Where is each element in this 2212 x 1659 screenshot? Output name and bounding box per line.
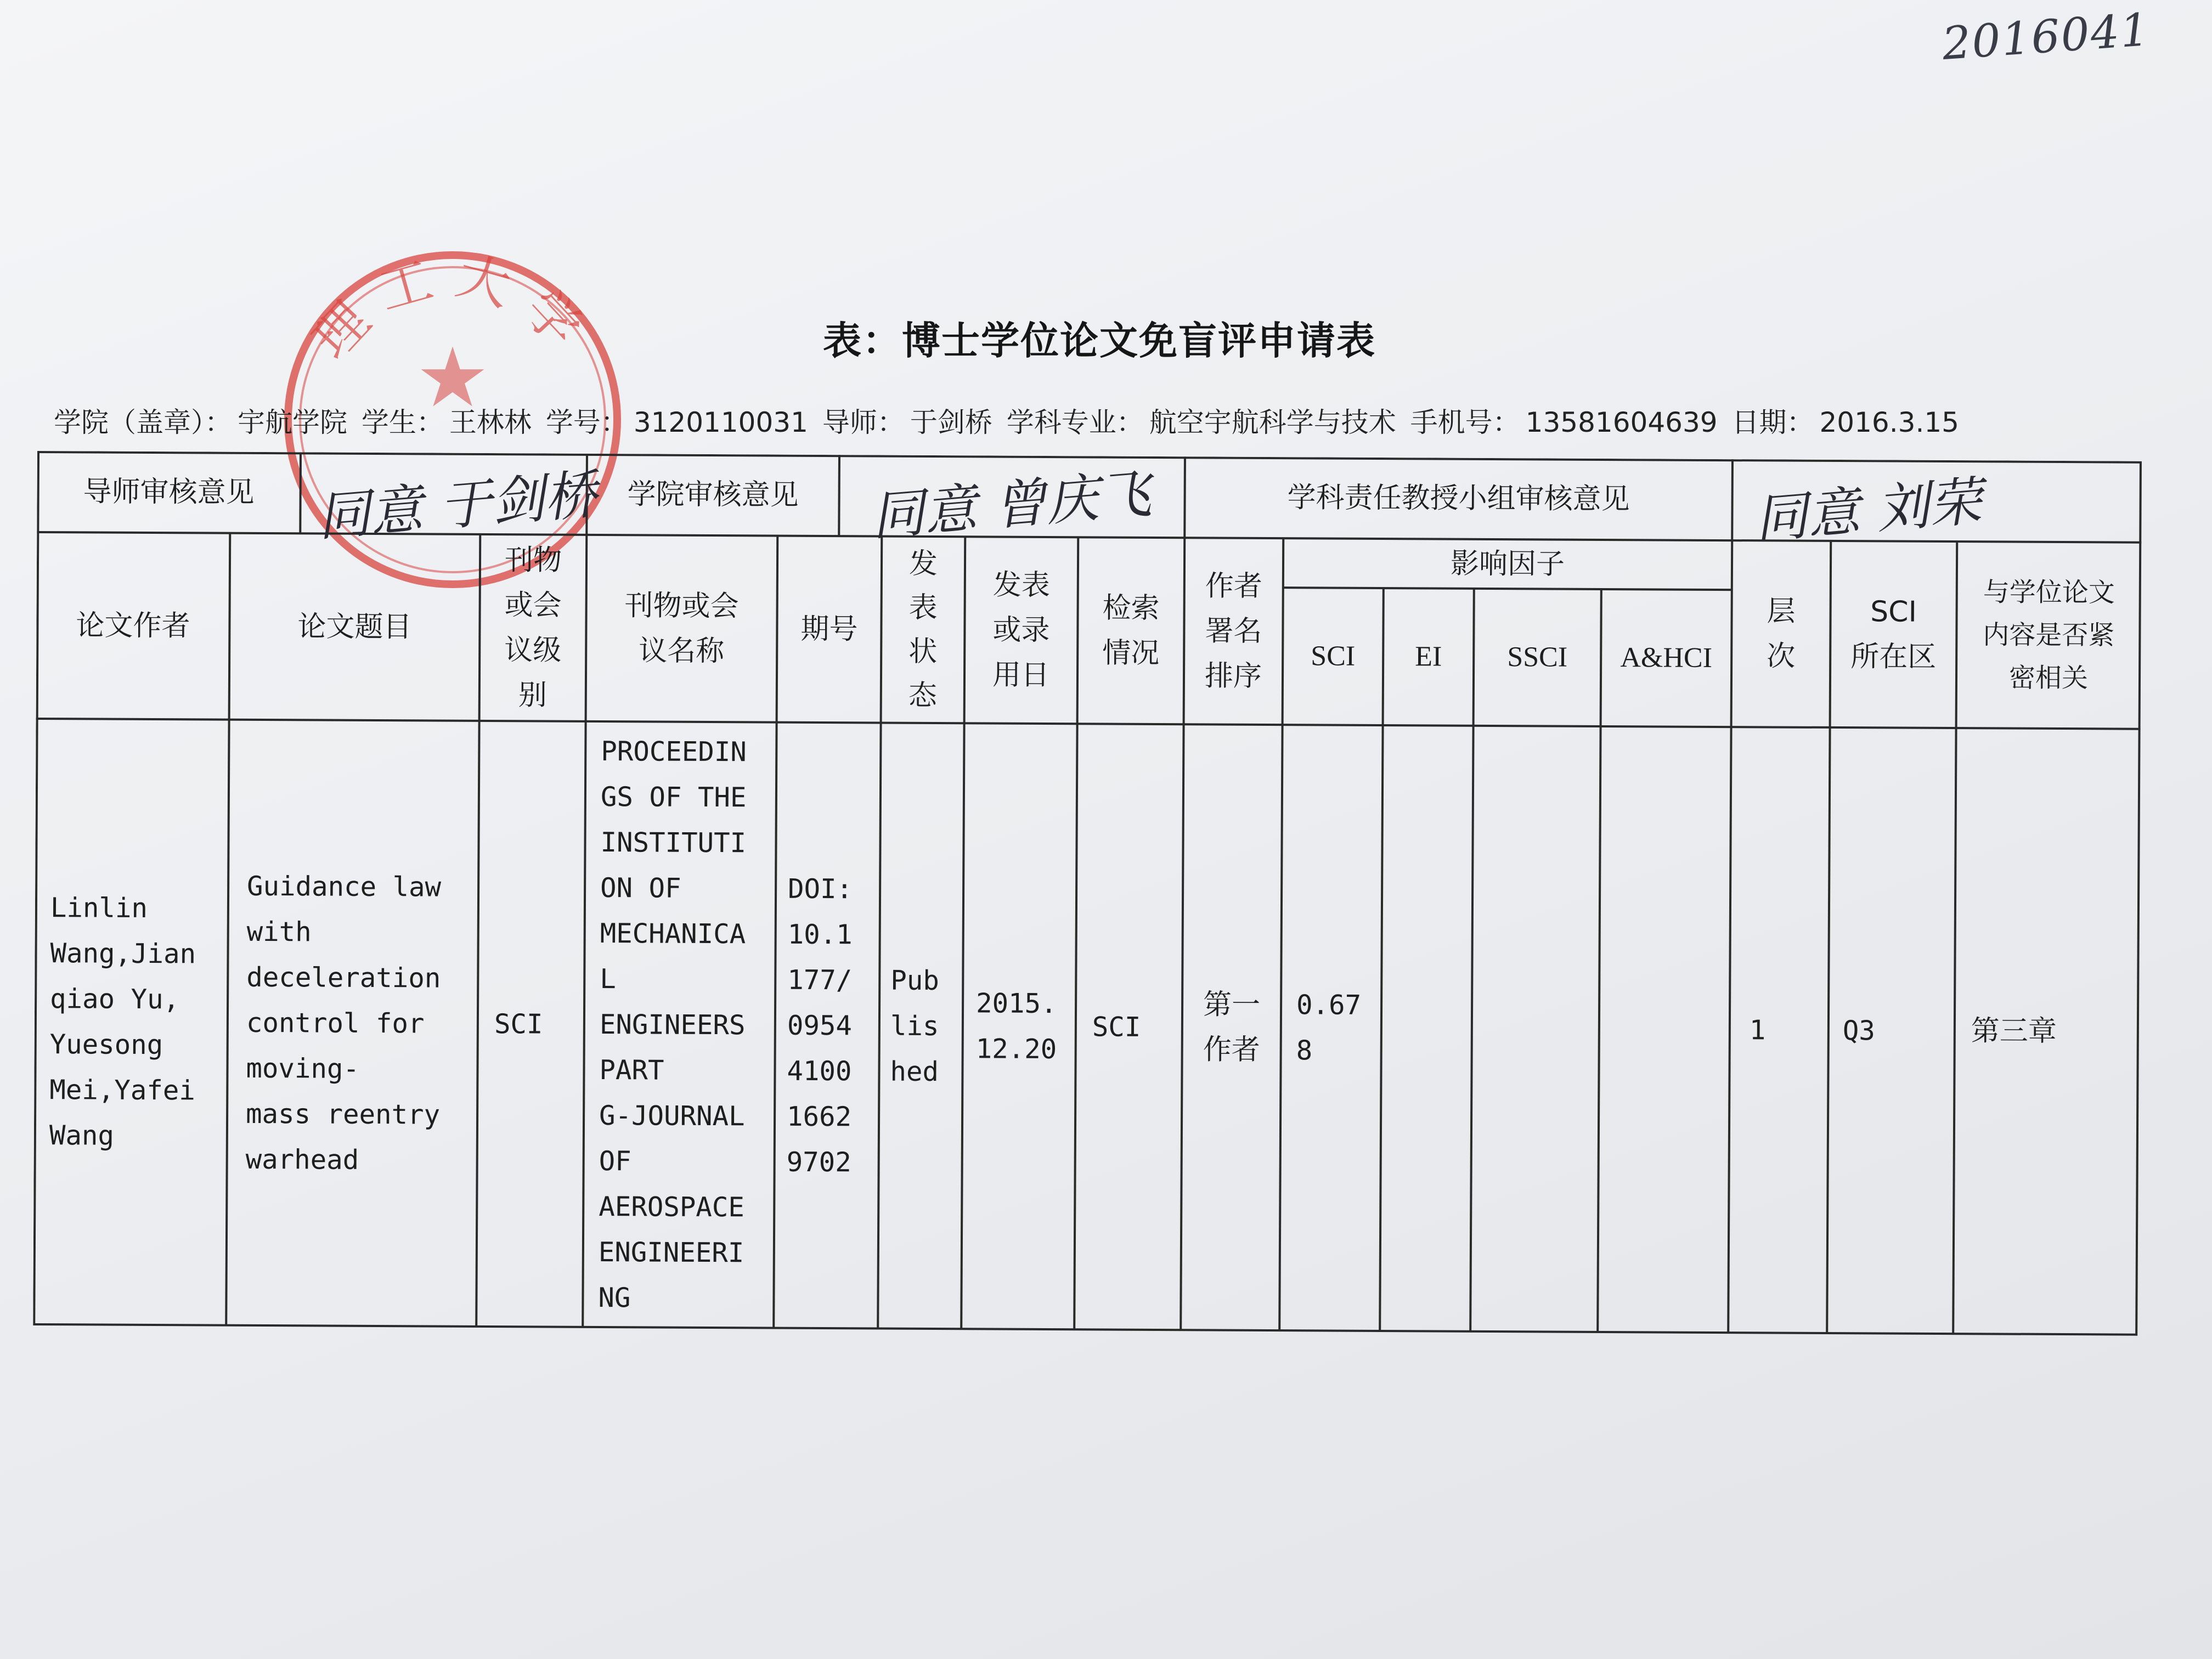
seal-text: 理工大学 [301,244,605,371]
cell-journal-name: PROCEEDIN GS OF THE INSTITUTI ON OF MECHANICA L ENGINEERS PART G-JOURNAL OF AEROSPACE ENGINEERI NG [598,735,747,1313]
header-thesis-relevance: 与学位论文 内容是否紧 密相关 [1983,577,2115,694]
header-ssci: SSCI [1507,641,1568,673]
application-table [33,451,2142,1339]
college-signature: 同意 曾庆飞 [869,462,1154,548]
form-title: 表：博士学位论文免盲评申请表 [823,318,1376,363]
cell-author: Linlin Wang,Jian qiao Yu, Yuesong Mei,Yafei Wang [49,892,196,1152]
header-ei: EI [1415,641,1442,673]
cell-tier: 1 [1749,1014,1766,1046]
cell-index-status: SCI [1092,1011,1141,1043]
cell-ssci-impact [1481,726,1600,1332]
info-line [54,400,2182,440]
advisor-label: 导师： [822,407,905,438]
cell-sci-impact: 0.67 8 [1296,989,1362,1066]
major-label: 学科专业： [1006,407,1144,438]
header-publication-status: 发 表 状 态 [908,547,938,713]
college-review-label: 学院审核意见 [627,478,799,512]
document-id-handwritten: 2016041 [1940,3,2152,71]
student-label: 学生： [361,407,444,438]
advisor-review-label: 导师审核意见 [83,475,255,509]
date-label: 日期： [1731,407,1814,438]
student-id-value: 3120110031 [633,407,808,438]
header-issue: 期号 [800,612,858,646]
header-impact-factor: 影响因子 [1450,547,1565,581]
header-paper-title: 论文题目 [297,610,412,644]
cell-publication-status: Pub lis hed [890,964,939,1087]
header-sci-zone: SCI 所在区 [1850,595,1937,674]
cell-ei-impact [1391,725,1473,1331]
header-tier: 层 次 [1767,595,1796,673]
committee-review-label: 学科责任教授小组审核意见 [1287,481,1630,516]
advisor-value: 于剑桥 [910,407,992,438]
cell-paper-title: Guidance law with deceleration control for moving- mass reentry warhead [245,870,442,1176]
cell-issue: DOI: 10.1 177/ 0954 4100 1662 9702 [786,873,853,1178]
header-publication-date: 发表 或录 用日 [992,568,1050,692]
header-journal-name: 刊物或会 议名称 [624,589,739,668]
cell-author-rank: 第一 作者 [1203,988,1261,1066]
header-publication-level: 刊物 或会 议级 别 [504,544,562,712]
cell-sci-zone: Q3 [1842,1014,1876,1046]
student-id-label: 学号： [545,407,628,438]
cell-publication-level: SCI [494,1008,543,1040]
header-index-status: 检索 情况 [1102,591,1160,670]
cell-publication-date: 2015. 12.20 [975,988,1057,1065]
svg-text:★: ★ [415,330,490,426]
college-value: 宇航学院 [238,407,347,438]
header-author: 论文作者 [76,609,190,643]
header-sci: SCI [1311,640,1356,672]
cell-ahci-impact [1609,726,1731,1333]
committee-signature: 同意 刘荣 [1752,470,1984,551]
college-label: 学院（盖章）： [54,407,232,438]
phone-value: 13581604639 [1525,407,1718,438]
advisor-signature: 同意 于剑桥 [315,463,600,548]
header-ahci: A&HCI [1620,642,1713,674]
phone-label: 手机号： [1410,407,1520,438]
major-value: 航空宇航科学与技术 [1149,407,1396,438]
date-value: 2016.3.15 [1819,407,1959,438]
cell-thesis-relevance: 第三章 [1971,1014,2057,1048]
header-author-rank: 作者 署名 排序 [1204,569,1262,693]
student-value: 王林林 [449,407,532,438]
